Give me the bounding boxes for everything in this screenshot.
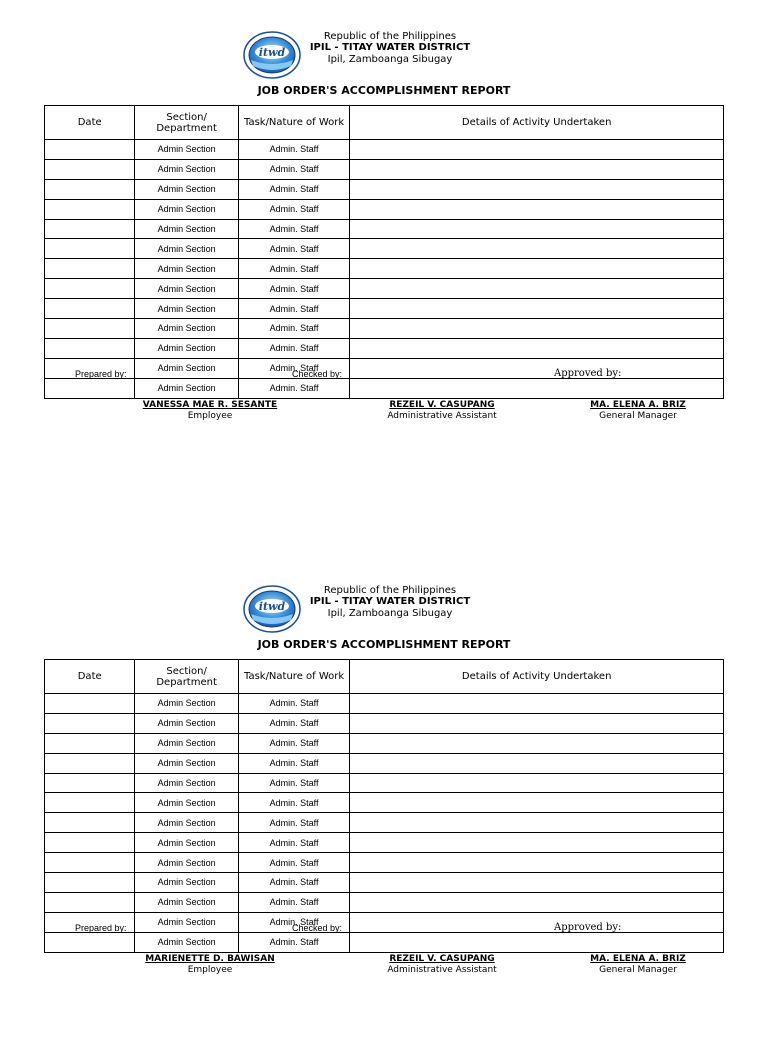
task-cell: Admin. Staff	[238, 932, 349, 952]
details-cell	[350, 833, 724, 853]
date-cell	[45, 279, 135, 299]
table-row	[45, 239, 724, 259]
date-cell	[45, 932, 135, 952]
table-row	[45, 833, 724, 853]
task-cell: Admin. Staff	[238, 813, 349, 833]
section-cell: Admin Section	[135, 892, 238, 912]
signatory-block	[538, 400, 738, 422]
accomplishment-table	[44, 659, 724, 953]
details-cell	[350, 179, 724, 199]
details-cell	[350, 259, 724, 279]
signatory-position: Administrative Assistant	[387, 411, 497, 421]
header-country: Republic of the Philippines	[323, 31, 457, 42]
table-row	[45, 713, 724, 733]
details-cell	[350, 378, 724, 398]
details-cell	[350, 873, 724, 893]
report-form	[0, 30, 768, 510]
prepared-by-label: Prepared by:	[75, 923, 127, 933]
signatory-position: Employee	[187, 411, 233, 421]
task-cell: Admin. Staff	[238, 873, 349, 893]
section-cell: Admin Section	[135, 299, 238, 319]
signatory-name: MARIENETTE D. BAWISAN	[145, 954, 275, 964]
column-header-details: Details of Activity Undertaken	[350, 660, 724, 694]
section-cell: Admin Section	[135, 733, 238, 753]
signatory-block	[110, 400, 310, 422]
table-row	[45, 179, 724, 199]
details-cell	[350, 853, 724, 873]
section-cell: Admin Section	[135, 219, 238, 239]
table-row	[45, 813, 724, 833]
table-row	[45, 892, 724, 912]
details-cell	[350, 733, 724, 753]
section-cell: Admin Section	[135, 179, 238, 199]
section-cell: Admin Section	[135, 338, 238, 358]
section-cell: Admin Section	[135, 873, 238, 893]
task-cell: Admin. Staff	[238, 753, 349, 773]
signatory-position: General Manager	[599, 411, 677, 421]
task-cell: Admin. Staff	[238, 793, 349, 813]
date-cell	[45, 773, 135, 793]
accomplishment-table	[44, 105, 724, 399]
task-cell: Admin. Staff	[238, 713, 349, 733]
details-cell	[350, 694, 724, 714]
signatory-block	[342, 954, 542, 976]
approved-by-label: Approved by:	[554, 922, 622, 933]
table-header-row	[45, 106, 724, 140]
date-cell	[45, 299, 135, 319]
table-row	[45, 793, 724, 813]
date-cell	[45, 239, 135, 259]
details-cell	[350, 793, 724, 813]
signatory-position: General Manager	[599, 965, 677, 975]
column-header-section: Section/ Department	[135, 106, 238, 140]
date-cell	[45, 713, 135, 733]
date-cell	[45, 892, 135, 912]
section-cell: Admin Section	[135, 694, 238, 714]
section-cell: Admin Section	[135, 713, 238, 733]
checked-by-label: Checked by:	[292, 369, 343, 379]
table-row	[45, 773, 724, 793]
task-cell: Admin. Staff	[238, 179, 349, 199]
section-cell: Admin Section	[135, 793, 238, 813]
details-cell	[350, 912, 724, 932]
signatory-name: REZEIL V. CASUPANG	[389, 954, 495, 964]
task-cell: Admin. Staff	[238, 140, 349, 160]
details-cell	[350, 358, 724, 378]
signatory-block	[342, 400, 542, 422]
signatory-position: Employee	[187, 965, 233, 975]
details-cell	[350, 299, 724, 319]
table-row	[45, 319, 724, 339]
approved-by-label: Approved by:	[554, 368, 622, 379]
task-cell: Admin. Staff	[238, 259, 349, 279]
task-cell: Admin. Staff	[238, 733, 349, 753]
table-row	[45, 753, 724, 773]
task-cell: Admin. Staff	[238, 912, 349, 932]
table-row	[45, 733, 724, 753]
task-cell: Admin. Staff	[238, 159, 349, 179]
details-cell	[350, 932, 724, 952]
task-cell: Admin. Staff	[238, 199, 349, 219]
date-cell	[45, 259, 135, 279]
task-cell: Admin. Staff	[238, 319, 349, 339]
prepared-by-label: Prepared by:	[75, 369, 127, 379]
date-cell	[45, 179, 135, 199]
task-cell: Admin. Staff	[238, 279, 349, 299]
details-cell	[350, 753, 724, 773]
table-row	[45, 694, 724, 714]
section-cell: Admin Section	[135, 912, 238, 932]
details-cell	[350, 199, 724, 219]
details-cell	[350, 159, 724, 179]
table-row	[45, 873, 724, 893]
date-cell	[45, 338, 135, 358]
date-cell	[45, 199, 135, 219]
details-cell	[350, 892, 724, 912]
signatory-name: VANESSA MAE R. SESANTE	[142, 400, 278, 410]
header-address: Ipil, Zamboanga Sibugay	[327, 608, 453, 619]
details-cell	[350, 338, 724, 358]
date-cell	[45, 319, 135, 339]
table-row	[45, 338, 724, 358]
table-row	[45, 932, 724, 952]
column-header-date: Date	[45, 106, 135, 140]
section-cell: Admin Section	[135, 813, 238, 833]
table-header-row	[45, 660, 724, 694]
signatory-name: REZEIL V. CASUPANG	[389, 400, 495, 410]
header-agency: IPIL - TITAY WATER DISTRICT	[309, 596, 471, 607]
date-cell	[45, 833, 135, 853]
section-cell: Admin Section	[135, 378, 238, 398]
table-row	[45, 199, 724, 219]
details-cell	[350, 140, 724, 160]
section-cell: Admin Section	[135, 358, 238, 378]
column-header-task: Task/Nature of Work	[238, 660, 349, 694]
date-cell	[45, 219, 135, 239]
date-cell	[45, 853, 135, 873]
signatory-position: Administrative Assistant	[387, 965, 497, 975]
section-cell: Admin Section	[135, 199, 238, 219]
date-cell	[45, 793, 135, 813]
column-header-date: Date	[45, 660, 135, 694]
date-cell	[45, 140, 135, 160]
column-header-task: Task/Nature of Work	[238, 106, 349, 140]
details-cell	[350, 239, 724, 259]
logo-text: itwd	[258, 46, 286, 59]
section-cell: Admin Section	[135, 140, 238, 160]
section-cell: Admin Section	[135, 833, 238, 853]
task-cell: Admin. Staff	[238, 694, 349, 714]
task-cell: Admin. Staff	[238, 299, 349, 319]
details-cell	[350, 319, 724, 339]
section-cell: Admin Section	[135, 932, 238, 952]
task-cell: Admin. Staff	[238, 378, 349, 398]
section-cell: Admin Section	[135, 279, 238, 299]
details-cell	[350, 773, 724, 793]
signatory-block	[538, 954, 738, 976]
task-cell: Admin. Staff	[238, 219, 349, 239]
column-header-section: Section/ Department	[135, 660, 238, 694]
header-agency: IPIL - TITAY WATER DISTRICT	[309, 42, 471, 53]
signatory-block	[110, 954, 310, 976]
section-cell: Admin Section	[135, 159, 238, 179]
date-cell	[45, 694, 135, 714]
signatory-name: MA. ELENA A. BRIZ	[590, 400, 686, 410]
task-cell: Admin. Staff	[238, 853, 349, 873]
table-row	[45, 159, 724, 179]
task-cell: Admin. Staff	[238, 773, 349, 793]
task-cell: Admin. Staff	[238, 358, 349, 378]
checked-by-label: Checked by:	[292, 923, 343, 933]
section-cell: Admin Section	[135, 753, 238, 773]
date-cell	[45, 378, 135, 398]
table-row	[45, 219, 724, 239]
section-cell: Admin Section	[135, 239, 238, 259]
task-cell: Admin. Staff	[238, 892, 349, 912]
report-title: JOB ORDER'S ACCOMPLISHMENT REPORT	[257, 84, 511, 97]
table-row	[45, 259, 724, 279]
table-row	[45, 378, 724, 398]
report-form	[0, 584, 768, 1064]
header-country: Republic of the Philippines	[323, 585, 457, 596]
report-title: JOB ORDER'S ACCOMPLISHMENT REPORT	[257, 638, 511, 651]
table-row	[45, 912, 724, 932]
date-cell	[45, 753, 135, 773]
logo-text: itwd	[258, 600, 286, 613]
table-row	[45, 299, 724, 319]
section-cell: Admin Section	[135, 259, 238, 279]
section-cell: Admin Section	[135, 853, 238, 873]
date-cell	[45, 813, 135, 833]
task-cell: Admin. Staff	[238, 833, 349, 853]
details-cell	[350, 279, 724, 299]
signatory-name: MA. ELENA A. BRIZ	[590, 954, 686, 964]
table-row	[45, 279, 724, 299]
table-row	[45, 140, 724, 160]
details-cell	[350, 713, 724, 733]
details-cell	[350, 813, 724, 833]
task-cell: Admin. Staff	[238, 239, 349, 259]
column-header-details: Details of Activity Undertaken	[350, 106, 724, 140]
section-cell: Admin Section	[135, 773, 238, 793]
section-cell: Admin Section	[135, 319, 238, 339]
table-row	[45, 358, 724, 378]
table-row	[45, 853, 724, 873]
date-cell	[45, 733, 135, 753]
task-cell: Admin. Staff	[238, 338, 349, 358]
date-cell	[45, 873, 135, 893]
date-cell	[45, 159, 135, 179]
details-cell	[350, 219, 724, 239]
header-address: Ipil, Zamboanga Sibugay	[327, 54, 453, 65]
